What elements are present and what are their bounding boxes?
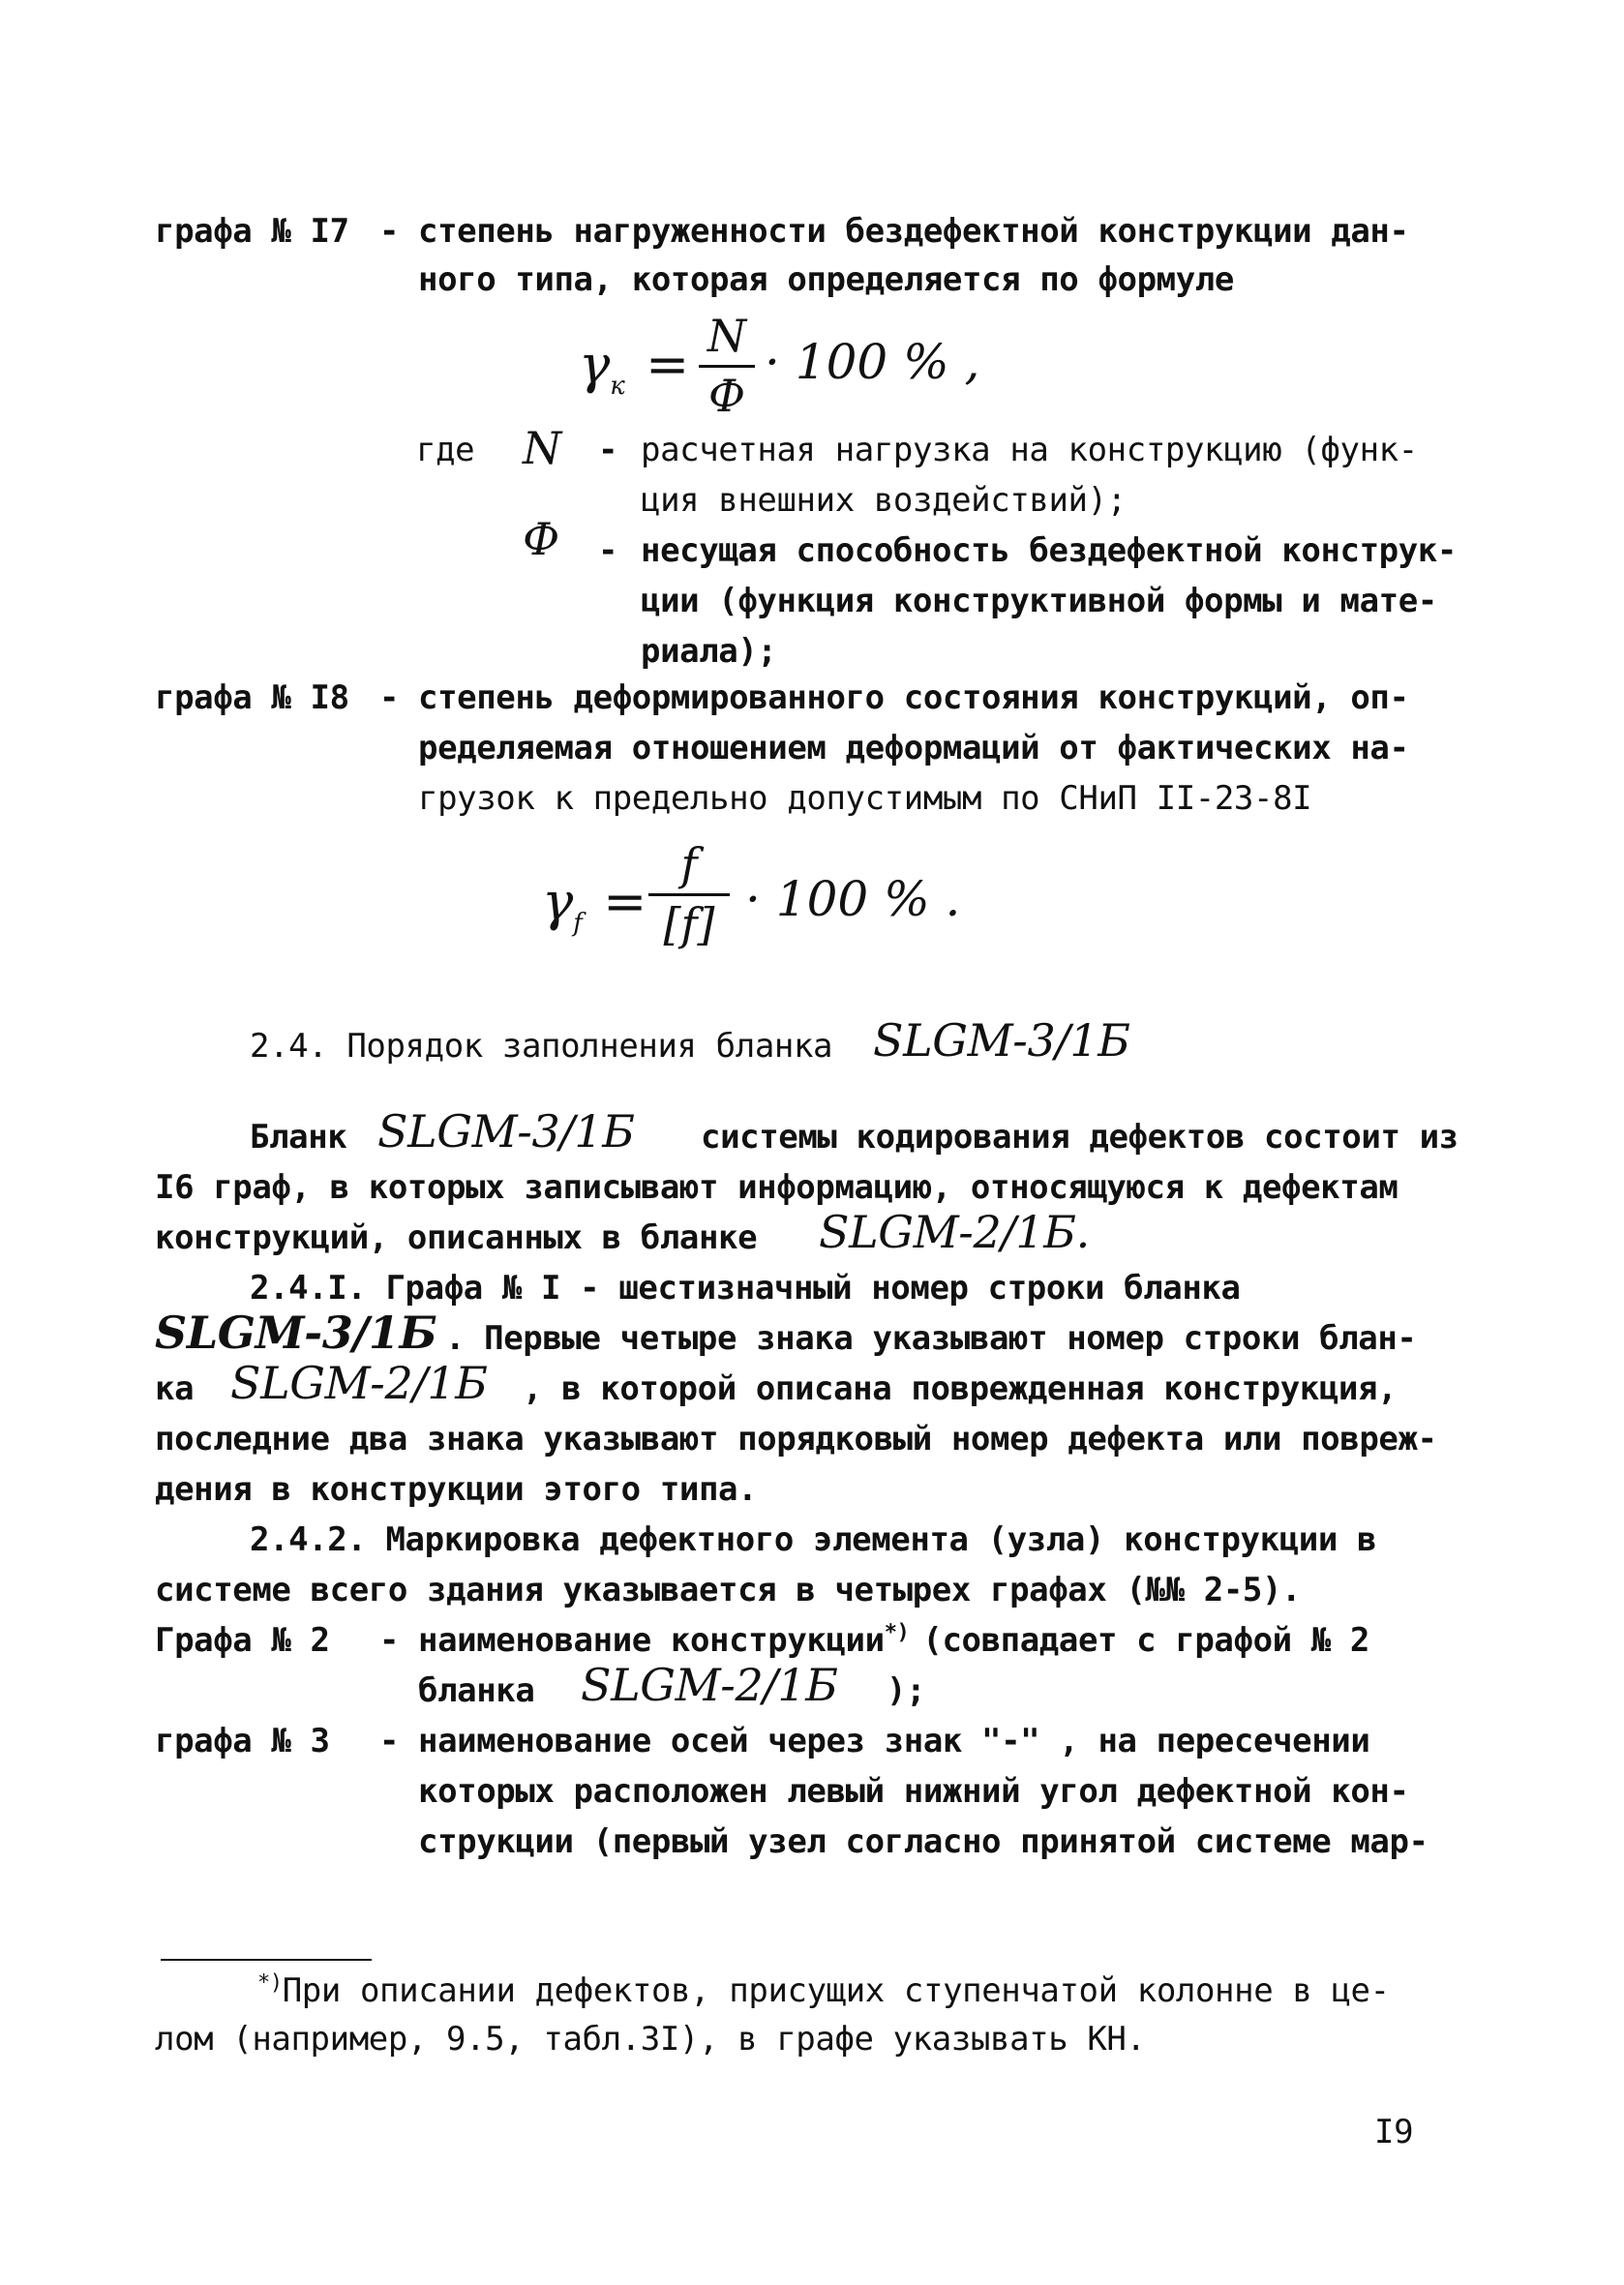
footnote-rule (161, 1959, 372, 1961)
formula-k-eq: = (645, 334, 690, 395)
symbol-N: N (523, 422, 562, 474)
p1-line3-text: конструкций, описанных в бланке (155, 1218, 758, 1257)
graph2-text1b: (совпадает с графой № 2 (922, 1621, 1369, 1660)
section-heading-code: SLGM-3/1Б (873, 1014, 1130, 1067)
formula-gamma-k (579, 334, 689, 401)
graph17-dash: - (379, 212, 400, 251)
formula-k-lhs: γ (579, 334, 611, 395)
graph2-text1 (418, 1620, 1369, 1660)
formula-k-denominator: Ф (707, 369, 746, 422)
formula-f-sub: f (573, 908, 583, 938)
footnote-ref-mark: *) (884, 1620, 910, 1645)
graph2-text2-end: ); (887, 1671, 926, 1710)
graph17-text-line2: ного типа, которая определяется по формуле (418, 260, 1234, 299)
graph2-text2-code: SLGM-2/1Б (581, 1659, 838, 1711)
section-heading: 2.4. Порядок заполнения бланка (250, 1027, 833, 1066)
symbol-F: Ф (523, 513, 560, 565)
footnote-line1 (257, 1970, 1390, 2010)
p242-line1: 2.4.2. Маркировка дефектного элемента (узла) конструкции в (250, 1520, 1377, 1559)
p242-line2: системе всего здания указывается в четырех графах (№№ 2-5). (155, 1571, 1302, 1609)
graph18-text-line1: степень деформированного состояния конструкций, оп- (418, 678, 1409, 717)
graph3-line1: наименование осей через знак "-" , на пересечении (418, 1722, 1370, 1760)
def-F-line1: несущая способность бездефектной конструк- (641, 531, 1457, 570)
graph2-dash: - (379, 1621, 400, 1660)
def-N-line2: ция внешних воздействий); (641, 481, 1127, 520)
graph18-label: графа № I8 (155, 678, 349, 717)
p241-line4: последние два знака указывают порядковый номер дефекта или повреж- (155, 1420, 1437, 1458)
p241-line3-word: ка (155, 1369, 195, 1408)
p241-line2-code: SLGM-3/1Б (155, 1307, 437, 1359)
p241-line1: 2.4.I. Графа № I - шестизначный номер строки бланка (250, 1269, 1241, 1308)
p241-line5: дения в конструкции этого типа. (155, 1470, 758, 1509)
graph2-label: Графа № 2 (155, 1621, 330, 1660)
formula-f-rhs: · 100 % . (745, 871, 961, 927)
formula-f-eq: = (603, 871, 647, 932)
graph3-line2: которых расположен левый нижний угол дефектной кон- (418, 1772, 1409, 1811)
p241-line3-code: SLGM-2/1Б (230, 1357, 488, 1409)
def-F-line2: ции (функция конструктивной формы и мате- (641, 582, 1437, 620)
graph18-text-line3: грузок к предельно допустимым по СНиП II-23-8I (418, 779, 1312, 818)
graph3-label: графа № 3 (155, 1722, 330, 1760)
graph17-label: графа № I7 (155, 212, 349, 251)
p241-line2-text: . Первые четыре знака указывают номер строки блан- (445, 1319, 1417, 1358)
formula-f-fraction (648, 840, 730, 948)
footnote-line1-text: При описании дефектов, присущих ступенчатой колонне в це- (282, 1971, 1390, 2010)
where-label: где (416, 431, 475, 469)
formula-k-fraction (699, 312, 755, 420)
footnote-line2: лом (например, 9.5, табл.3I), в графе указывать КН. (155, 2020, 1146, 2059)
formula-f-bar (648, 893, 730, 896)
graph3-dash: - (379, 1722, 400, 1760)
formula-k-rhs: · 100 % , (765, 334, 980, 390)
def-F-dash: - (598, 531, 618, 570)
def-N-dash: - (598, 431, 618, 469)
p1-code: SLGM-3/1Б (377, 1105, 635, 1158)
formula-f-lhs: γ (542, 871, 574, 932)
footnote-mark: *) (257, 1970, 283, 1996)
formula-gamma-f (542, 871, 647, 938)
graph18-dash: - (379, 678, 400, 717)
graph18-text-line2: ределяемая отношением деформаций от фактических на- (418, 729, 1409, 767)
formula-k-numerator: N (707, 310, 747, 362)
p241-line3-text: , в которой описана поврежденная конструкция, (523, 1369, 1398, 1408)
page-number: I9 (1374, 2113, 1414, 2151)
graph3-line3: струкции (первый узел согласно принятой системе мар- (418, 1822, 1429, 1861)
graph2-text1a: наименование конструкции (418, 1621, 885, 1660)
formula-f-numerator: f (680, 838, 698, 890)
formula-f-denominator: [f] (663, 897, 715, 950)
formula-k-sub: к (610, 371, 625, 401)
p1-word: Бланк (250, 1118, 347, 1157)
graph17-text-line1: степень нагруженности бездефектной конструкции дан- (418, 212, 1409, 251)
p1-rest: системы кодирования дефектов состоит из (701, 1118, 1459, 1157)
p1-line3-code: SLGM-2/1Б. (819, 1206, 1090, 1258)
graph2-text2-word: бланка (418, 1671, 535, 1710)
p1-line2: I6 граф, в которых записывают информацию, относящуюся к дефектам (155, 1168, 1398, 1207)
def-F-line3: риала); (641, 632, 777, 671)
formula-k-bar (699, 365, 755, 368)
def-N-line1: расчетная нагрузка на конструкцию (функ- (641, 431, 1418, 469)
